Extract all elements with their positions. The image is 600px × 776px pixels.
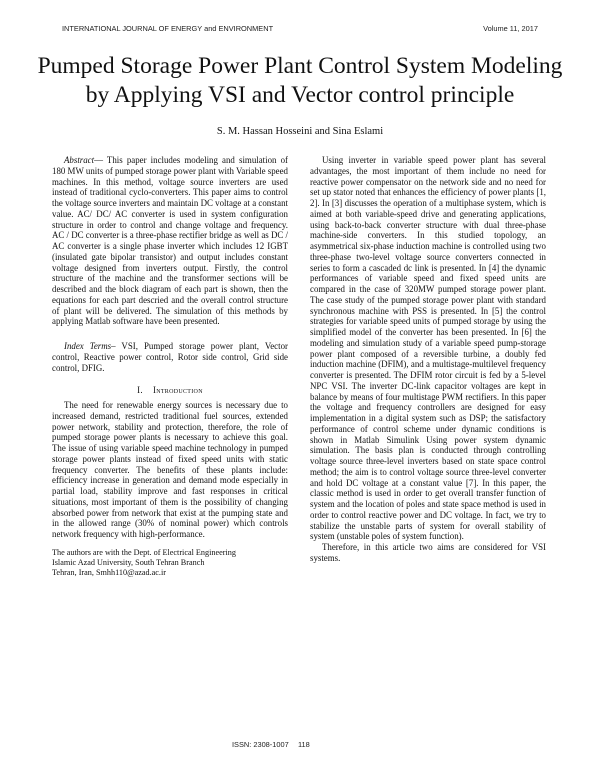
section-heading-introduction — [52, 385, 288, 396]
title-line-2: by Applying VSI and Vector control principle — [85, 82, 515, 108]
abstract-label: Abstract — [64, 155, 95, 165]
right-paragraph-2: Therefore, in this article two aims are considered for VSI systems. — [310, 542, 546, 563]
authors: S. M. Hassan Hosseini and Sina Eslami — [216, 126, 384, 137]
footnote-line-1: The authors are with the Dept. of Electrical Engineering — [52, 547, 236, 557]
abstract — [52, 155, 288, 327]
title-line-1: Pumped Storage Power Plant Control System Modeling — [37, 53, 563, 79]
index-terms — [52, 341, 288, 373]
running-header — [62, 24, 538, 33]
introduction-paragraph: The need for renewable energy sources is necessary due to increased demand, restricted traditional fuel sources, extended power network, stability and protection, therefore, the role of pumped storage power plants is necessary to achieve this goal. The issue of using variable speed machine technology in pumped storage power plants instead of fixed speed units with static frequency converter. The benefits of these plants include: efficiency increase in generation and demand mode especially in partial load, stability improve and fast responses in critical situations, most important of them is the possibility of changing absorbed power from network that exist at the pumping state and in the allowed range (30% of nominal power) which controls network frequency with high-performance. — [52, 400, 288, 539]
author-footnote — [52, 548, 288, 578]
section-number: I. — [137, 385, 143, 396]
issn: ISSN: 2308-1007 — [232, 740, 289, 749]
page-number: 118 — [298, 740, 310, 749]
footnote-line-3: Tehran, Iran, Smhh110@azad.ac.ir — [52, 567, 166, 577]
footnote-line-2: Islamic Azad University, South Tehran Branch — [52, 557, 205, 567]
volume-info: Volume 11, 2017 — [483, 24, 538, 33]
index-terms-label: Index Terms — [64, 341, 112, 351]
index-terms-text: – VSI, Pumped storage power plant, Vector control, Reactive power control, Rotor side control, Grid side control, DFIG. — [52, 341, 288, 373]
abstract-text: — This paper includes modeling and simulation of 180 MW units of pumped storage power plant with Variable speed machines. In this method, voltage source inverters are used instead of traditional cyclo-converters. This paper aims to control the voltage source inverters and maintain DC voltage at a constant value. AC/ DC/ AC converter is used in system configuration structure in order to control and change voltage and frequency. AC / DC converter is a three-phase rectifier bridge as well as DC / AC converter is a single phase inverter which includes 12 IGBT (insulated gate bipolar transistor) and output includes constant voltage designed from inverters output. Firstly, the control structure of the machine and the transformer sections will be described and the block diagram of each part is shown, then the equations for each part descried and the overall control structure of plant will be delivered. The simulation of this methods by applying Matlab software have been presented. — [52, 155, 288, 327]
right-paragraph-1: Using inverter in variable speed power plant has several advantages, the most important of them include no need for reactive power compensator on the network side and no need for set up stator noted that enhances the efficiency of power plants [1, 2]. In [3] discusses the operation of a multiphase system, which is aimed at both variable-speed drive and generating applications, using back-to-back converter structure with dual three-phase machine-side converters. In this studied topology, an asymmetrical six-phase induction machine is controlled using two three-phase two-level voltage source converters connected in series to form a cascaded dc link is presented. In [4] the dynamic performances of variable speed and fixed speed units are compared in the case of 320MW pumped storage power plant. The case study of the pumped storage power plant with standard synchronous machine with PSS is presented. In [5] the control strategies for variable speed units of pumped storage by using the simplified model of the converter has been presented. In [6] the modeling and simulation study of a variable speed pump-storage power plant composed of a reversible turbine, a doubly fed induction machine (DFIM), and a multistage-multilevel frequency converter is presented. The DFIM rotor circuit is fed by a 5-level NPC VSI. The inverter DC-link capacitor voltages are kept in balance by means of four multistage PWM rectifiers. In this paper the voltage and frequency controllers are designed for easy implementation in a digital system such as DSP; the satisfactory performance of control scheme under dynamic conditions is shown in Matlab Simulink Using power system dynamic simulation. The basis plan is conducted through controlling voltage source three-level inverters based on state space control method; the aim is to control voltage source three-level converter and hold DC voltage at a constant value [7]. In this paper, the classic method is used in order to get overall transfer function of system and the location of poles and state space method is used in order to control reactive power and DC voltage. In fact, we try to stabilize the unstable parts of system for overall stability of system (unstable poles of system function). — [310, 155, 546, 542]
left-column — [52, 155, 288, 578]
paper-title — [30, 52, 570, 110]
section-title: Introduction — [152, 385, 203, 396]
right-column — [310, 155, 546, 564]
journal-name: INTERNATIONAL JOURNAL OF ENERGY and ENVIRONMENT — [62, 24, 274, 33]
